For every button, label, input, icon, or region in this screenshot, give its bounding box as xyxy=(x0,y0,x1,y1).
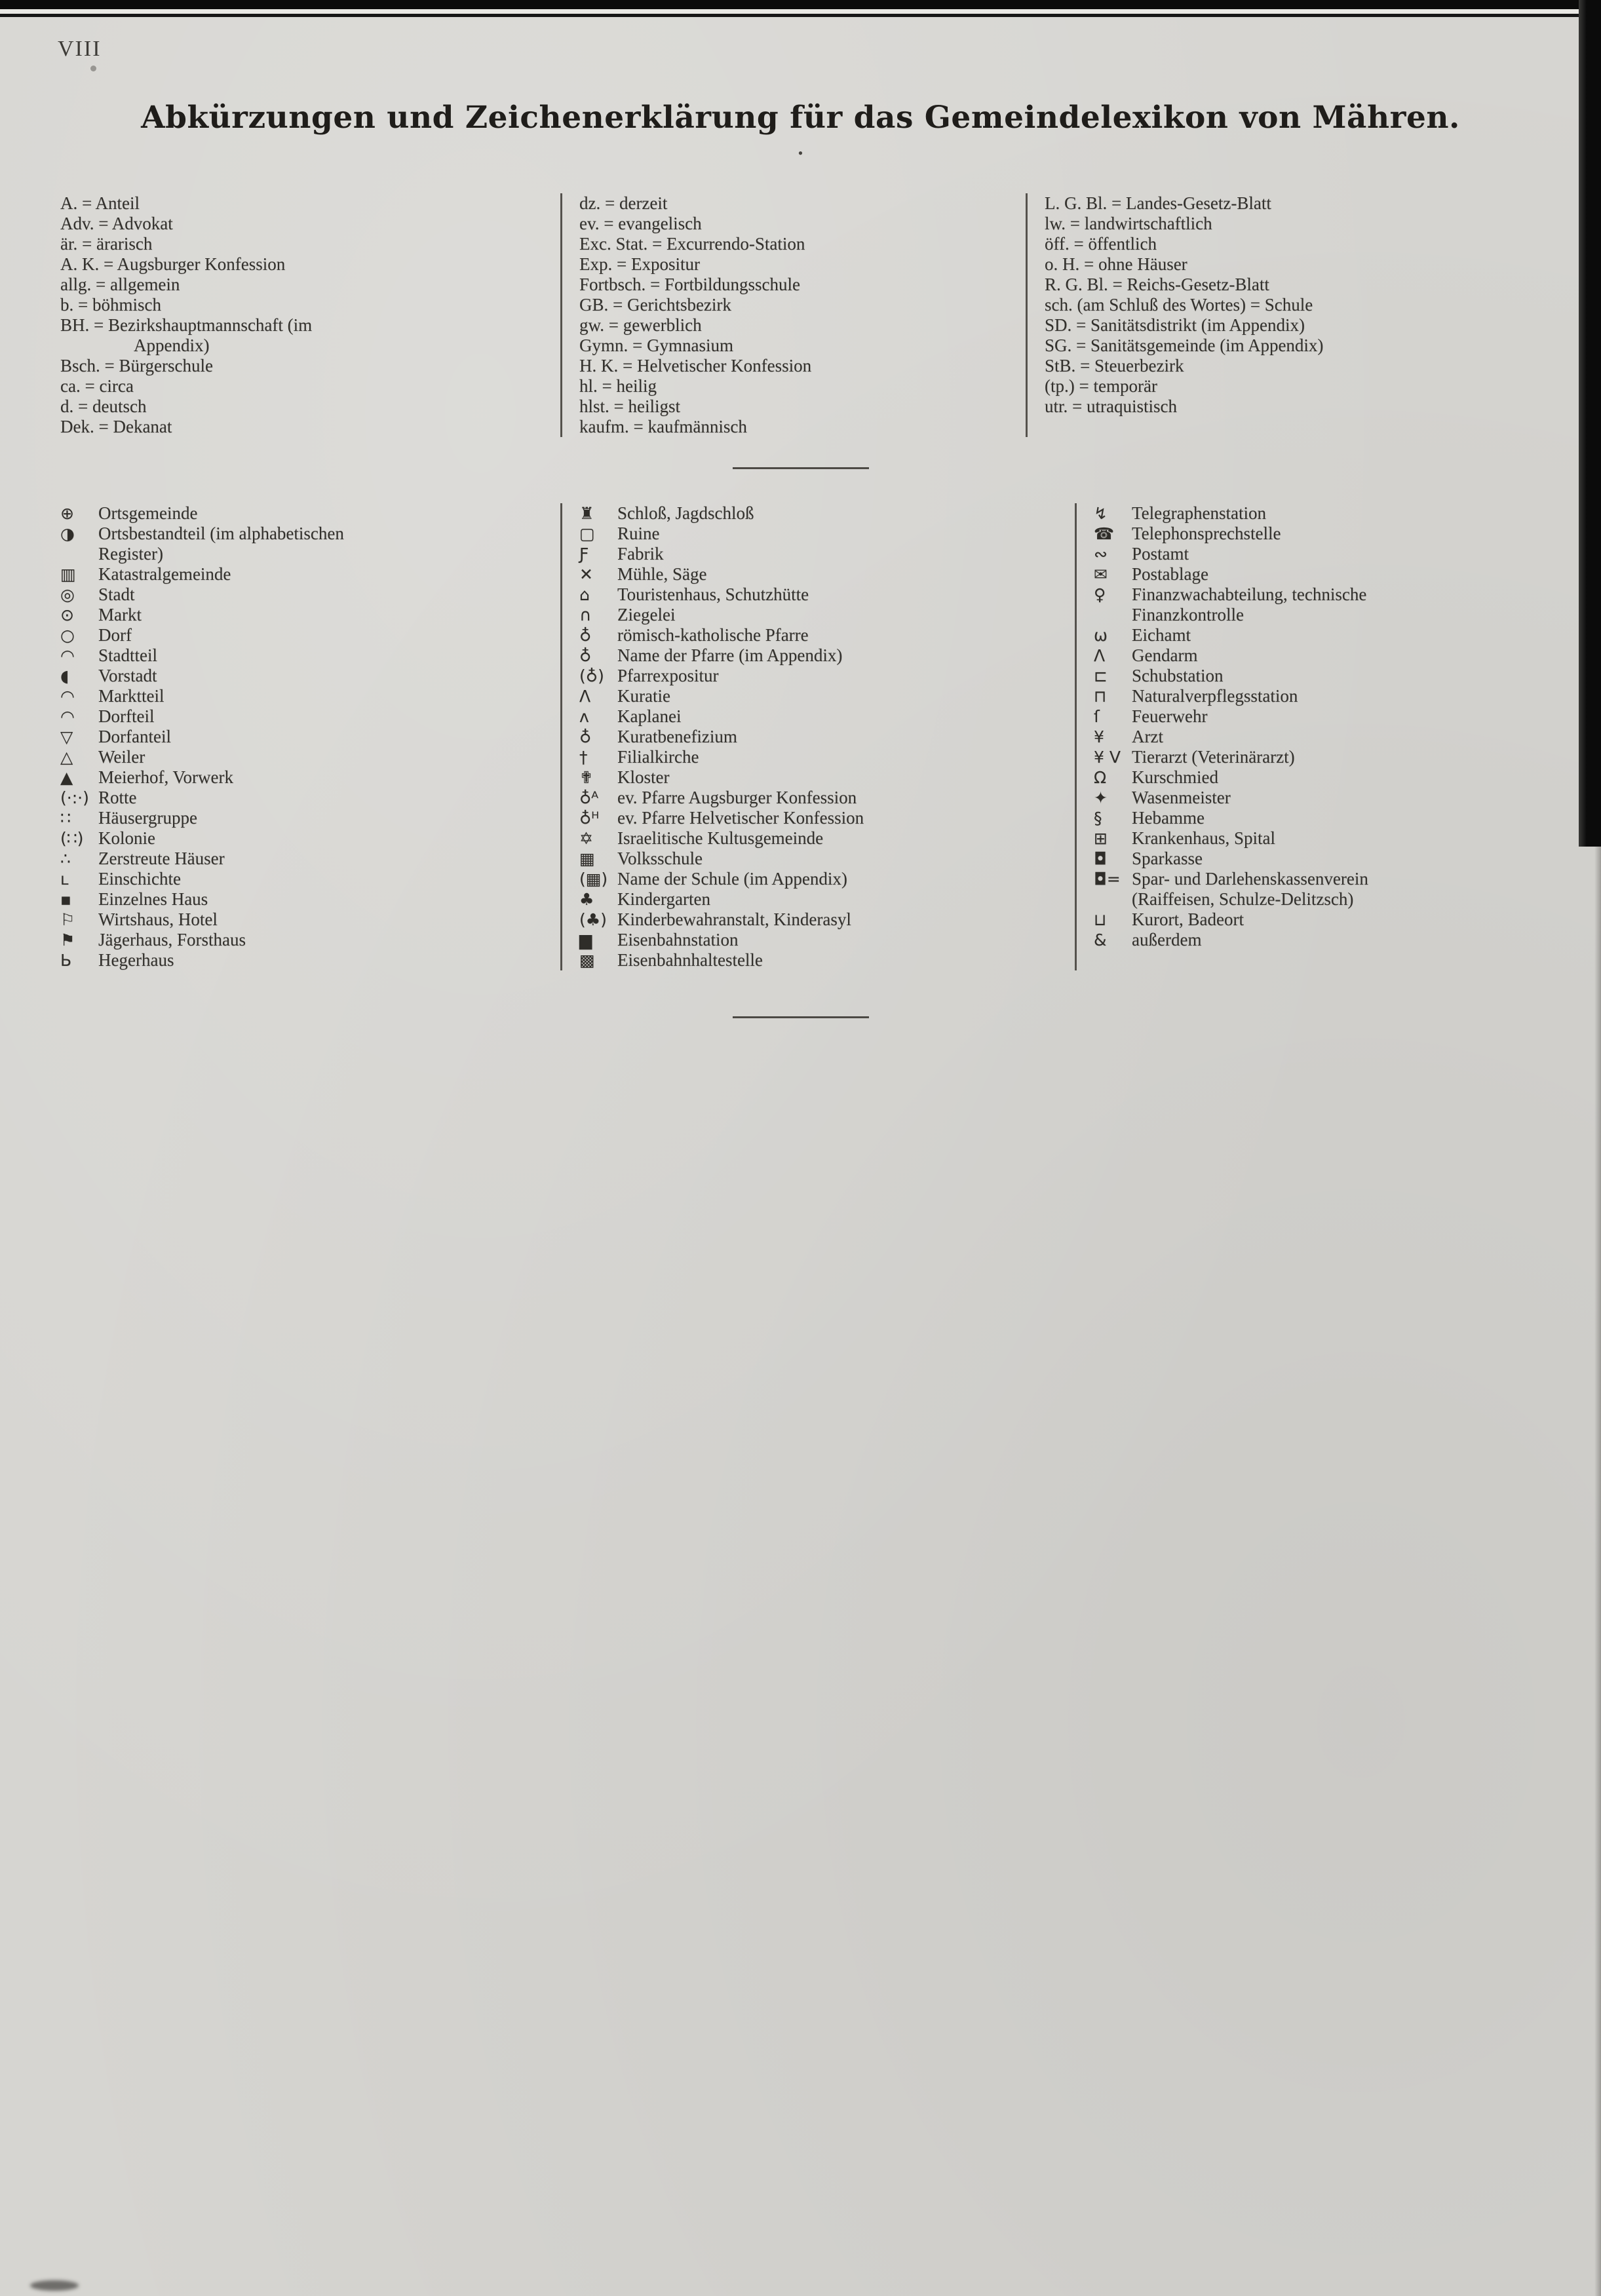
kurort-badeort-symbol: ⊔ xyxy=(1094,910,1107,929)
legend-label: Postablage xyxy=(1132,564,1208,584)
legend-entry xyxy=(579,524,1063,544)
abbreviation-text: utr. = utraquistisch xyxy=(1045,396,1177,416)
legend-entry xyxy=(579,645,1063,666)
legend-entry xyxy=(579,747,1063,767)
haeusergruppe-symbol: ∷ xyxy=(60,809,71,828)
legend-label: Kurort, Badeort xyxy=(1132,909,1244,929)
legend-label: Kuratie xyxy=(617,686,670,706)
schloss-symbol: ♜ xyxy=(579,504,594,523)
abbreviation-entry xyxy=(579,396,1014,417)
legend-entry xyxy=(579,727,1063,747)
pfarrexpositur-symbol: (♁) xyxy=(579,666,604,685)
legend-entry xyxy=(60,869,549,889)
ausserdem-symbol: & xyxy=(1094,930,1107,949)
legend-column-3 xyxy=(1075,503,1535,970)
legend-entry xyxy=(579,828,1063,849)
abbreviation-entry xyxy=(579,417,1014,437)
abbreviation-text: kaufm. = kaufmännisch xyxy=(579,417,747,436)
legend-label: römisch-katholische Pfarre xyxy=(617,625,809,645)
legend-label: Telegraphenstation xyxy=(1132,503,1267,523)
scan-edge-right-bar xyxy=(1579,0,1601,847)
page-title: Abkürzungen und Zeichenerklärung für das Gemeindelexikon von Mähren. xyxy=(141,100,1460,136)
abbreviation-text: Bsch. = Bürgerschule xyxy=(60,356,213,375)
abbreviation-entry xyxy=(579,214,1014,234)
scan-edge-top-line xyxy=(0,14,1601,17)
einzelnes-haus-symbol: ▪ xyxy=(60,890,71,909)
legend-column-1 xyxy=(60,503,560,970)
ziegelei-symbol: ∩ xyxy=(579,605,592,624)
legend-entry xyxy=(1094,524,1524,544)
legend-entry xyxy=(1094,503,1524,524)
legend-entry xyxy=(579,584,1063,605)
legend-label: Ortsgemeinde xyxy=(98,503,198,523)
legend-label: Kurschmied xyxy=(1132,767,1218,787)
legend-entry xyxy=(1094,747,1524,767)
abbreviation-text: StB. = Steuerbezirk xyxy=(1045,356,1184,375)
abbreviation-text: Exp. = Expositur xyxy=(579,254,700,274)
krankenhaus-symbol: ⊞ xyxy=(1094,829,1108,848)
abbreviation-entry xyxy=(579,275,1014,295)
legend-entry xyxy=(1094,767,1524,788)
abbreviation-text: hlst. = heiligst xyxy=(579,396,680,416)
legend-entry xyxy=(579,544,1063,564)
arzt-symbol: ¥ xyxy=(1094,727,1104,746)
abbreviation-text: ev. = evangelisch xyxy=(579,214,702,233)
legend-label: Tierarzt (Veterinärarzt) xyxy=(1132,747,1295,767)
abbreviation-text: A. = Anteil xyxy=(60,193,140,213)
schule-name-symbol: (▦) xyxy=(579,870,608,889)
legend-entry xyxy=(1094,645,1524,666)
abbreviation-entry xyxy=(579,376,1014,396)
legend-entry xyxy=(60,930,549,950)
abbreviation-text: lw. = landwirtschaftlich xyxy=(1045,214,1212,233)
legend-entry xyxy=(1094,706,1524,727)
legend-entry xyxy=(60,503,549,524)
legend-label: Spar- und Darlehenskassenverein (Raiffeisen, Schulze-Delitzsch) xyxy=(1132,869,1368,909)
scan-smudge xyxy=(30,2280,79,2291)
legend-label: Häusergruppe xyxy=(98,808,197,828)
abbreviation-text: hl. = heilig xyxy=(579,376,657,396)
legend-entry xyxy=(579,909,1063,930)
abbreviations-section xyxy=(60,193,1535,437)
abbreviation-text: R. G. Bl. = Reichs-Gesetz-Blatt xyxy=(1045,275,1269,294)
legend-entry xyxy=(579,686,1063,706)
legend-label: Sparkasse xyxy=(1132,849,1203,868)
abbreviation-text: (tp.) = temporär xyxy=(1045,376,1157,396)
legend-label: Feuerwehr xyxy=(1132,706,1208,726)
legend-label: ev. Pfarre Helvetischer Konfession xyxy=(617,808,864,828)
abbreviation-entry xyxy=(1045,356,1524,376)
legend-entry xyxy=(60,645,549,666)
legend-entry xyxy=(579,950,1063,970)
legend-entry xyxy=(579,625,1063,645)
legend-entry xyxy=(579,930,1063,950)
legend-entry xyxy=(60,727,549,747)
abbreviation-text: H. K. = Helvetischer Konfession xyxy=(579,356,812,375)
abbreviation-entry xyxy=(1045,254,1524,275)
legend-label: Kuratbenefizium xyxy=(617,727,737,746)
legend-label: Eisenbahnstation xyxy=(617,930,739,949)
legend-label: Arzt xyxy=(1132,727,1163,746)
wirtshaus-symbol: ⚐ xyxy=(60,910,75,929)
volksschule-symbol: ▦ xyxy=(579,849,595,868)
page-number: VIII xyxy=(58,37,102,61)
legend-entry xyxy=(60,889,549,909)
legend-label: Pfarrexpositur xyxy=(617,666,719,685)
abbreviation-text: SD. = Sanitätsdistrikt (im Appendix) xyxy=(1045,315,1305,335)
legend-entry xyxy=(1094,788,1524,808)
postamt-symbol: ∾ xyxy=(1094,545,1108,564)
abbreviation-entry xyxy=(1045,193,1524,214)
abbreviation-entry xyxy=(1045,275,1524,295)
abbreviation-entry xyxy=(1045,234,1524,254)
legend-entry xyxy=(579,767,1063,788)
legend-entry xyxy=(579,788,1063,808)
abbreviation-entry xyxy=(60,295,549,315)
legend-label: Telephonsprechstelle xyxy=(1132,524,1281,543)
abbreviation-entry xyxy=(1045,396,1524,417)
abbreviation-entry xyxy=(1045,295,1524,315)
kurschmied-symbol: Ω xyxy=(1094,768,1107,787)
pfarre-name-symbol: ♁ xyxy=(579,646,592,665)
legend-entry xyxy=(579,666,1063,686)
abbreviation-text: GB. = Gerichtsbezirk xyxy=(579,295,731,315)
legend-label: Hegerhaus xyxy=(98,950,174,970)
legend-entry xyxy=(579,808,1063,828)
abbreviation-text: b. = böhmisch xyxy=(60,295,161,315)
abbreviation-text: o. H. = ohne Häuser xyxy=(1045,254,1187,274)
abbreviation-entry xyxy=(579,356,1014,376)
abbreviation-entry xyxy=(60,193,549,214)
abbreviation-entry xyxy=(60,335,549,356)
marktteil-symbol: ◠ xyxy=(60,687,75,706)
symbol-legend-section xyxy=(60,503,1535,970)
feuerwehr-symbol: ſ xyxy=(1094,707,1100,726)
legend-label: Israelitische Kultusgemeinde xyxy=(617,828,824,848)
legend-label: Marktteil xyxy=(98,686,164,706)
abbreviations-column-2 xyxy=(560,193,1026,437)
fabrik-symbol: Ƒ xyxy=(579,545,589,564)
legend-entry xyxy=(60,564,549,584)
spar-darlehenskassenverein-symbol: ◘= xyxy=(1094,870,1121,889)
naturalverpflegsstation-symbol: ⊓ xyxy=(1094,687,1107,706)
scan-edge-top-bar xyxy=(0,0,1601,9)
legend-entry xyxy=(60,666,549,686)
kuratie-symbol: Λ xyxy=(579,687,591,706)
legend-label: Volksschule xyxy=(617,849,703,868)
legend-label: Meierhof, Vorwerk xyxy=(98,767,233,787)
legend-entry xyxy=(60,849,549,869)
scan-speck xyxy=(90,66,96,71)
legend-entry xyxy=(60,524,549,564)
muehle-saege-symbol: ✕ xyxy=(579,565,593,584)
roemisch-katholische-pfarre-symbol: ♁ xyxy=(579,626,592,645)
abbreviation-text: A. K. = Augsburger Konfession xyxy=(60,254,286,274)
gendarm-symbol: Λ xyxy=(1094,646,1106,665)
markt-symbol: ⊙ xyxy=(60,605,74,624)
legend-label: Ziegelei xyxy=(617,605,676,624)
ortsbestandteil-symbol: ◑ xyxy=(60,524,75,543)
legend-label: Stadt xyxy=(98,584,135,604)
legend-label: Zerstreute Häuser xyxy=(98,849,225,868)
abbreviation-entry xyxy=(579,335,1014,356)
israelitische-kultusgemeinde-symbol: ✡ xyxy=(579,829,593,848)
eisenbahnhaltestelle-symbol: ▩ xyxy=(579,951,595,970)
abbreviation-entry xyxy=(60,396,549,417)
legend-entry xyxy=(579,503,1063,524)
legend-label: Dorfteil xyxy=(98,706,155,726)
legend-label: Rotte xyxy=(98,788,137,807)
kuratbenefizium-symbol: ♁ xyxy=(579,727,592,746)
legend-label: Hebamme xyxy=(1132,808,1205,828)
legend-entry xyxy=(1094,909,1524,930)
legend-label: Kindergarten xyxy=(617,889,710,909)
legend-entry xyxy=(1094,544,1524,564)
abbreviation-entry xyxy=(579,234,1014,254)
abbreviation-text: allg. = allgemein xyxy=(60,275,180,294)
legend-label: Einzelnes Haus xyxy=(98,889,208,909)
abbreviation-entry xyxy=(60,417,549,437)
touristenhaus-symbol: ⌂ xyxy=(579,585,590,604)
legend-entry xyxy=(1094,808,1524,828)
abbreviation-text: ca. = circa xyxy=(60,376,134,396)
hegerhaus-symbol: Ь xyxy=(60,951,72,970)
legend-label: Filialkirche xyxy=(617,747,699,767)
abbreviation-entry xyxy=(60,214,549,234)
abbreviation-entry xyxy=(1045,376,1524,396)
schubstation-symbol: ⊏ xyxy=(1094,666,1108,685)
legend-entry xyxy=(579,849,1063,869)
scan-edge-top-gap xyxy=(0,9,1601,14)
legend-entry xyxy=(579,889,1063,909)
abbreviation-text: SG. = Sanitätsgemeinde (im Appendix) xyxy=(1045,335,1324,355)
legend-label: Einschichte xyxy=(98,869,181,889)
abbreviation-entry xyxy=(60,315,549,335)
legend-label: Katastralgemeinde xyxy=(98,564,231,584)
kaplanei-symbol: ʌ xyxy=(579,707,589,726)
abbreviation-text: Fortbsch. = Fortbildungsschule xyxy=(579,275,800,294)
legend-label: Ortsbestandteil (im alphabetischen Register) xyxy=(98,524,344,564)
postablage-symbol: ✉ xyxy=(1094,565,1108,584)
abbreviations-column-1 xyxy=(60,193,560,437)
abbreviation-text: BH. = Bezirkshauptmannschaft (im xyxy=(60,315,313,335)
legend-entry xyxy=(60,950,549,970)
vorstadt-symbol: ◖ xyxy=(60,666,69,685)
legend-entry xyxy=(1094,686,1524,706)
hebamme-symbol: § xyxy=(1094,809,1102,828)
legend-entry xyxy=(1094,666,1524,686)
legend-entry xyxy=(60,808,549,828)
abbreviations-column-3 xyxy=(1026,193,1535,437)
legend-entry xyxy=(60,686,549,706)
legend-label: Ruine xyxy=(617,524,660,543)
kindergarten-symbol: ♣ xyxy=(579,890,594,909)
scan-edge-right-shadow xyxy=(1594,847,1601,2296)
abbreviation-text: Gymn. = Gymnasium xyxy=(579,335,733,355)
legend-label: Gendarm xyxy=(1132,645,1198,665)
legend-entry xyxy=(579,869,1063,889)
legend-entry xyxy=(579,564,1063,584)
dorfteil-symbol: ◠ xyxy=(60,707,75,726)
eichamt-symbol: ω xyxy=(1094,626,1108,645)
abbreviation-text: sch. (am Schluß des Wortes) = Schule xyxy=(1045,295,1313,315)
legend-entry xyxy=(1094,625,1524,645)
telegraphenstation-symbol: ↯ xyxy=(1094,504,1108,523)
abbreviation-entry xyxy=(1045,335,1524,356)
weiler-symbol: △ xyxy=(60,748,73,767)
rotte-symbol: (·:·) xyxy=(60,788,89,807)
abbreviation-text: gw. = gewerblich xyxy=(579,315,702,335)
abbreviation-entry xyxy=(579,295,1014,315)
legend-label: Vorstadt xyxy=(98,666,157,685)
ortsgemeinde-symbol: ⊕ xyxy=(60,504,74,523)
legend-entry xyxy=(60,788,549,808)
abbreviation-entry xyxy=(60,376,549,396)
abbreviation-text: d. = deutsch xyxy=(60,396,147,416)
legend-label: Weiler xyxy=(98,747,145,767)
abbreviation-entry xyxy=(579,193,1014,214)
dorf-symbol: ○ xyxy=(60,626,75,645)
legend-entry xyxy=(1094,564,1524,584)
legend-entry xyxy=(60,828,549,849)
legend-label: Markt xyxy=(98,605,142,624)
legend-label: Wirtshaus, Hotel xyxy=(98,909,218,929)
legend-label: Naturalverpflegsstation xyxy=(1132,686,1298,706)
legend-label: Eisenbahnhaltestelle xyxy=(617,950,763,970)
title-ornament-dot: • xyxy=(798,145,803,161)
legend-entry xyxy=(1094,930,1524,950)
eisenbahnstation-symbol: ▆ xyxy=(579,930,592,949)
legend-entry xyxy=(1094,584,1524,625)
sparkasse-symbol: ◘ xyxy=(1094,849,1107,868)
legend-column-2 xyxy=(560,503,1075,970)
ev-pfarre-helvetischer-symbol: ♁ᴴ xyxy=(579,809,600,828)
section-divider-rule xyxy=(733,467,869,469)
dorfanteil-symbol: ▽ xyxy=(60,727,73,746)
legend-label: Eichamt xyxy=(1132,625,1191,645)
telephonsprechstelle-symbol: ☎ xyxy=(1094,524,1115,543)
abbreviation-text: L. G. Bl. = Landes-Gesetz-Blatt xyxy=(1045,193,1271,213)
legend-entry xyxy=(579,605,1063,625)
legend-label: Name der Schule (im Appendix) xyxy=(617,869,847,889)
stadtteil-symbol: ◠ xyxy=(60,646,75,665)
abbreviation-entry xyxy=(60,254,549,275)
abbreviation-entry xyxy=(579,315,1014,335)
ev-pfarre-augsburger-symbol: ♁ᴬ xyxy=(579,788,599,807)
bottom-divider-rule xyxy=(733,1016,869,1018)
legend-label: Dorf xyxy=(98,625,132,645)
abbreviation-entry xyxy=(60,234,549,254)
legend-label: Postamt xyxy=(1132,544,1189,564)
abbreviation-entry xyxy=(579,254,1014,275)
legend-label: außerdem xyxy=(1132,930,1202,949)
kloster-symbol: ✟ xyxy=(579,768,593,787)
legend-label: Schloß, Jagdschloß xyxy=(617,503,754,523)
abbreviation-text: är. = ärarisch xyxy=(60,234,153,254)
jaegerhaus-symbol: ⚑ xyxy=(60,930,75,949)
kinderbewahranstalt-symbol: (♣) xyxy=(579,910,607,929)
finanzwachabteilung-symbol: ♀ xyxy=(1094,585,1106,604)
legend-entry xyxy=(1094,727,1524,747)
legend-entry xyxy=(60,605,549,625)
abbreviation-text: dz. = derzeit xyxy=(579,193,668,213)
ruine-symbol: ▢ xyxy=(579,524,595,543)
zerstreute-haeuser-symbol: ∴ xyxy=(60,849,71,868)
legend-entry xyxy=(60,584,549,605)
legend-label: Kloster xyxy=(617,767,670,787)
legend-entry xyxy=(1094,869,1524,909)
legend-label: Jägerhaus, Forsthaus xyxy=(98,930,246,949)
legend-entry xyxy=(60,706,549,727)
wasenmeister-symbol: ✦ xyxy=(1094,788,1108,807)
legend-label: Touristenhaus, Schutzhütte xyxy=(617,584,809,604)
abbreviation-entry xyxy=(60,275,549,295)
filialkirche-symbol: † xyxy=(579,748,588,767)
legend-label: Kinderbewahranstalt, Kinderasyl xyxy=(617,909,851,929)
abbreviation-text: Dek. = Dekanat xyxy=(60,417,172,436)
legend-entry xyxy=(579,706,1063,727)
legend-label: Fabrik xyxy=(617,544,664,564)
legend-label: ev. Pfarre Augsburger Konfession xyxy=(617,788,857,807)
abbreviation-entry xyxy=(1045,315,1524,335)
legend-entry xyxy=(1094,828,1524,849)
legend-label: Kaplanei xyxy=(617,706,682,726)
stadt-symbol: ◎ xyxy=(60,585,75,604)
legend-label: Krankenhaus, Spital xyxy=(1132,828,1275,848)
legend-entry xyxy=(1094,849,1524,869)
abbreviation-entry xyxy=(1045,214,1524,234)
legend-label: Dorfanteil xyxy=(98,727,171,746)
legend-label: Stadtteil xyxy=(98,645,157,665)
meierhof-symbol: ▲ xyxy=(60,768,73,787)
legend-entry xyxy=(60,747,549,767)
abbreviation-entry xyxy=(60,356,549,376)
katastralgemeinde-symbol: ▥ xyxy=(60,565,76,584)
abbreviation-text: öff. = öffentlich xyxy=(1045,234,1157,254)
legend-entry xyxy=(60,909,549,930)
legend-entry xyxy=(60,767,549,788)
legend-label: Finanzwachabteilung, technische Finanzkontrolle xyxy=(1132,584,1367,624)
legend-label: Name der Pfarre (im Appendix) xyxy=(617,645,843,665)
legend-label: Mühle, Säge xyxy=(617,564,707,584)
einschichte-symbol: ʟ xyxy=(60,870,69,889)
legend-label: Schubstation xyxy=(1132,666,1224,685)
tierarzt-symbol: ¥ V xyxy=(1094,748,1121,767)
kolonie-symbol: (∷) xyxy=(60,829,84,848)
abbreviation-text: Adv. = Advokat xyxy=(60,214,173,233)
abbreviation-text: Appendix) xyxy=(134,335,210,355)
legend-label: Wasenmeister xyxy=(1132,788,1231,807)
abbreviation-text: Exc. Stat. = Excurrendo-Station xyxy=(579,234,805,254)
legend-label: Kolonie xyxy=(98,828,155,848)
legend-entry xyxy=(60,625,549,645)
